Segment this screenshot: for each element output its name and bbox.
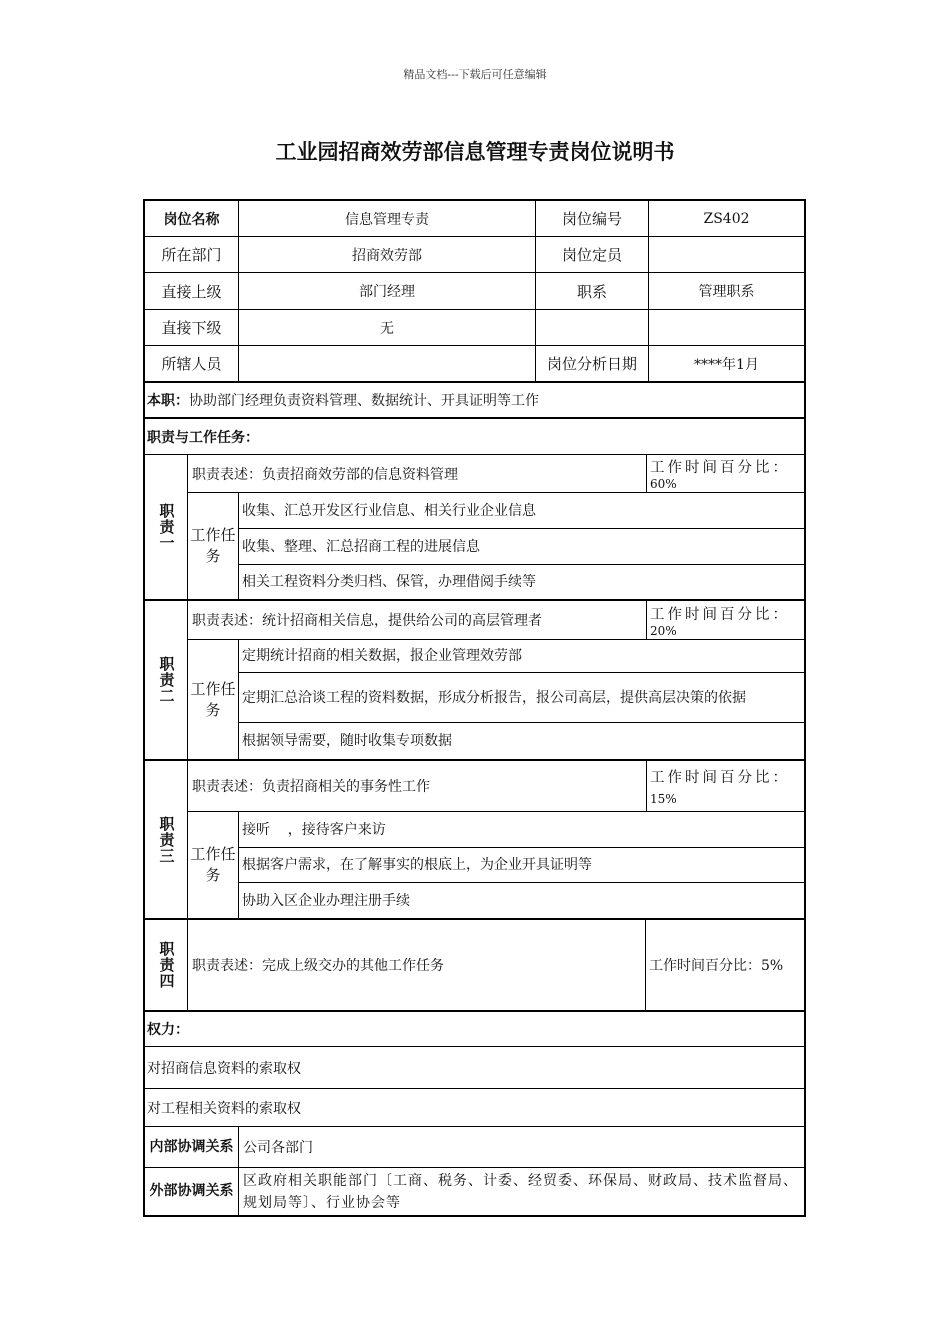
document-title: 工业园招商效劳部信息管理专责岗位说明书 xyxy=(275,140,675,164)
label-position-code: 岗位编号 xyxy=(536,201,649,236)
value-department: 招商效劳部 xyxy=(239,237,536,272)
info-row-staff xyxy=(145,346,804,383)
label-supervisor: 直接上级 xyxy=(145,273,239,309)
duty-time-percentage: 工作时间百分比：5% xyxy=(649,958,784,974)
time-percentage-value: 20% xyxy=(650,623,677,638)
label-staff: 所辖人员 xyxy=(145,346,239,381)
duty-label: 职责一 xyxy=(145,455,188,599)
value-position-code: ZS402 xyxy=(703,210,750,227)
label-headcount: 岗位定员 xyxy=(536,237,649,272)
task-item: 定期统计招商的相关数据，报企业管理效劳部 xyxy=(239,640,804,673)
header-note: 精品文档---下载后可任意编辑 xyxy=(403,68,547,81)
main-duty xyxy=(145,383,804,417)
info-row-department xyxy=(145,237,804,273)
duties-header: 职责与工作任务： xyxy=(147,429,259,446)
duty-description-row xyxy=(188,601,804,640)
duty-description: 职责表述：负责招商相关的事务性工作 xyxy=(188,761,647,811)
duty-label: 职责三 xyxy=(145,761,188,918)
external-coordination-label: 外部协调关系 xyxy=(145,1168,239,1215)
duty-label: 职责二 xyxy=(145,601,188,759)
info-row-supervisor xyxy=(145,273,804,310)
duty-description: 职责表述：负责招商效劳部的信息资料管理 xyxy=(188,455,647,492)
duty-description-row xyxy=(188,761,804,812)
main-duty-row xyxy=(145,383,804,419)
duty-description: 职责表述：统计招商相关信息，提供给公司的高层管理者 xyxy=(188,601,647,639)
task-item: 根据领导需要，随时收集专项数据 xyxy=(242,733,452,749)
main-duty-label: 本职： xyxy=(147,393,189,409)
internal-coordination-value: 公司各部门 xyxy=(243,1140,313,1156)
time-percentage-label: 工作时间百分比： xyxy=(650,460,790,476)
authority-header-row xyxy=(145,1012,804,1047)
task-item: 相关工程资料分类归档、保管，办理借阅手续等 xyxy=(242,574,536,590)
value-staff xyxy=(239,346,536,381)
authority-row xyxy=(145,1089,804,1127)
main-duty-text: 协助部门经理负责资料管理、数据统计、开具证明等工作 xyxy=(189,393,539,409)
time-percentage-value: 15% xyxy=(650,792,677,807)
authority-item: 对工程相关资料的索取权 xyxy=(147,1100,301,1117)
label-department: 所在部门 xyxy=(145,237,239,272)
label-job-family: 职系 xyxy=(536,273,649,309)
internal-coordination-label: 内部协调关系 xyxy=(145,1127,239,1167)
duty-description-row xyxy=(188,920,804,1010)
time-percentage-value: 60% xyxy=(650,477,677,491)
duty-block-3 xyxy=(145,761,804,920)
time-percentage-label: 工作时间百分比： xyxy=(650,606,790,623)
internal-coordination-row xyxy=(145,1127,804,1168)
time-percentage-label: 工作时间百分比： xyxy=(650,769,790,786)
value-position-name: 信息管理专责 xyxy=(239,201,536,236)
duty-block-2 xyxy=(145,601,804,761)
task-item: 定期汇总洽谈工程的资料数据，形成分析报告，报公司高层，提供高层决策的依据 xyxy=(239,673,804,723)
task-item: 收集、汇总开发区行业信息、相关行业企业信息 xyxy=(239,493,804,529)
work-tasks-label: 工作任务 xyxy=(188,493,239,599)
authority-item: 对招商信息资料的索取权 xyxy=(147,1060,301,1077)
empty-cell xyxy=(536,310,649,345)
label-subordinate: 直接下级 xyxy=(145,310,239,345)
task-item: 协助入区企业办理注册手续 xyxy=(242,892,410,909)
external-coordination-row xyxy=(145,1168,804,1215)
task-item: 接听 ，接待客户来访 xyxy=(239,812,804,848)
authority-row xyxy=(145,1047,804,1089)
value-headcount xyxy=(649,237,804,272)
duty-block-4 xyxy=(145,920,804,1012)
work-tasks-label: 工作任务 xyxy=(188,640,239,759)
authority-header: 权力： xyxy=(147,1022,189,1038)
value-job-family: 管理职系 xyxy=(698,284,755,300)
duties-header-row xyxy=(145,419,804,455)
duty-time-percentage xyxy=(647,601,804,639)
duty-block-1 xyxy=(145,455,804,601)
info-row-position-name xyxy=(145,201,804,237)
duty-description: 职责表述：完成上级交办的其他工作任务 xyxy=(188,920,646,1010)
task-item: 根据客户需求，在了解事实的根底上，为企业开具证明等 xyxy=(239,848,804,883)
job-description-table xyxy=(143,199,806,1217)
label-analysis-date: 岗位分析日期 xyxy=(536,346,649,381)
empty-cell xyxy=(649,310,804,345)
duty-label: 职责四 xyxy=(145,920,188,1010)
duty-description-row xyxy=(188,455,804,493)
task-item: 收集、整理、汇总招商工程的进展信息 xyxy=(239,529,804,565)
label-position-name: 岗位名称 xyxy=(145,201,239,236)
external-coordination-value: 区政府相关职能部门〔工商、税务、计委、经贸委、环保局、财政局、技术监督局、规划局等〕、行业协会等 xyxy=(243,1172,798,1211)
duty-time-percentage xyxy=(647,455,804,492)
value-supervisor: 部门经理 xyxy=(239,273,536,309)
value-analysis-date: ****年1月 xyxy=(694,356,759,373)
duty-time-percentage xyxy=(647,761,804,811)
work-tasks-label: 工作任务 xyxy=(188,812,239,918)
value-subordinate: 无 xyxy=(239,310,536,345)
info-row-subordinate xyxy=(145,310,804,346)
